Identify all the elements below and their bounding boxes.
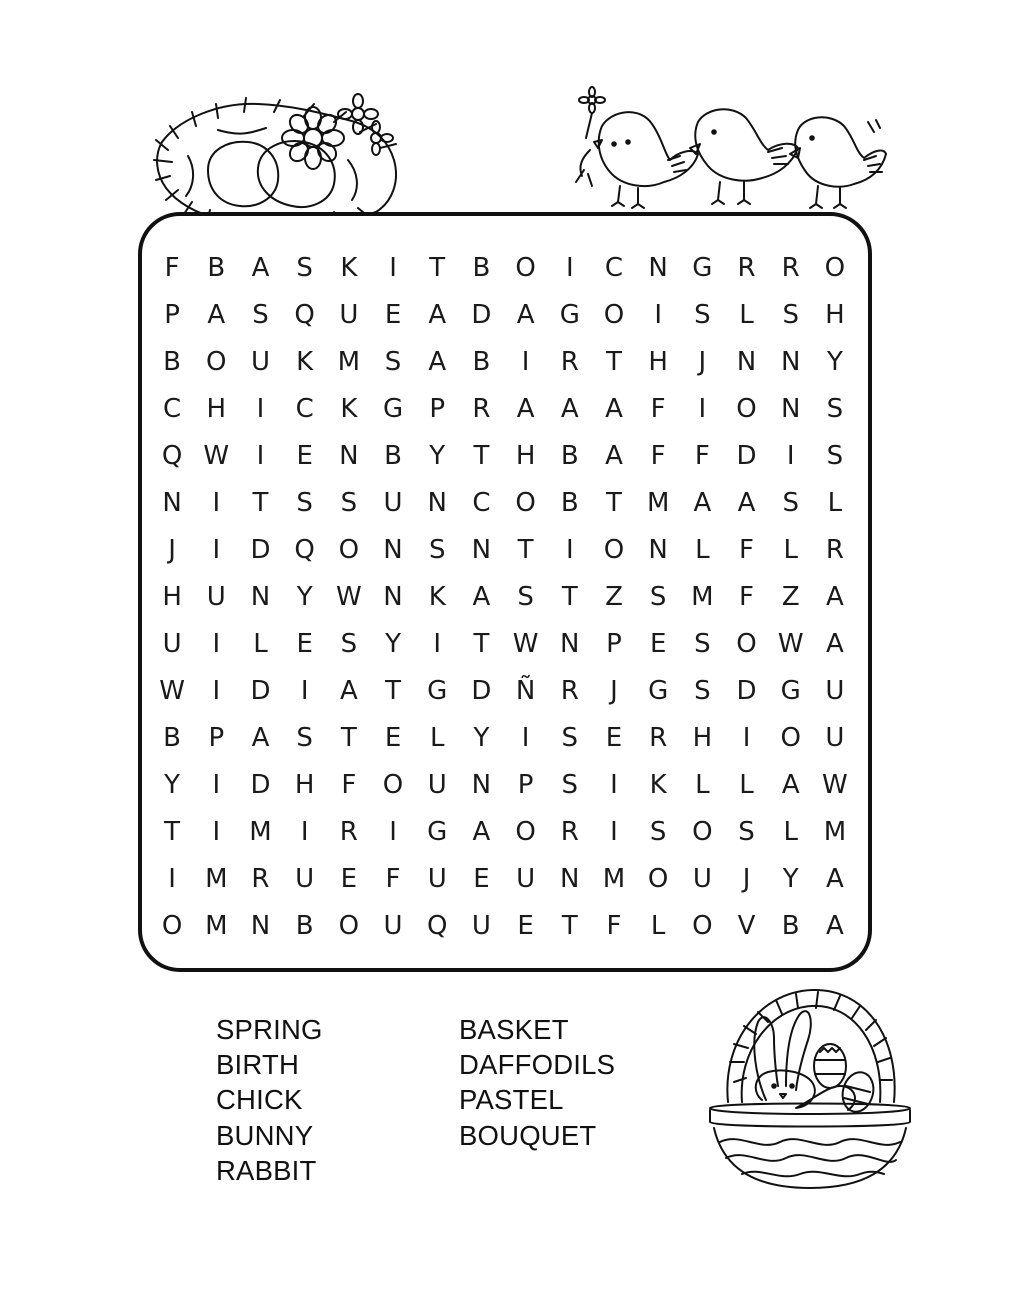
- grid-cell[interactable]: E: [296, 440, 313, 471]
- grid-cell[interactable]: C: [604, 252, 624, 283]
- grid-cell[interactable]: L: [739, 299, 754, 330]
- grid-cell[interactable]: J: [168, 534, 176, 565]
- grid-cell[interactable]: U: [427, 769, 447, 800]
- grid-cell[interactable]: H: [515, 440, 536, 471]
- grid-cell[interactable]: A: [207, 299, 226, 330]
- grid-cell[interactable]: I: [212, 628, 221, 659]
- grid-cell[interactable]: F: [739, 581, 755, 612]
- grid-cell[interactable]: Ñ: [515, 675, 536, 706]
- grid-cell[interactable]: L: [429, 722, 445, 753]
- grid-cell[interactable]: L: [739, 769, 754, 800]
- grid-cell[interactable]: E: [384, 722, 402, 753]
- grid-cell[interactable]: W: [822, 769, 848, 800]
- grid-cell[interactable]: G: [780, 675, 801, 706]
- grid-cell[interactable]: S: [517, 581, 534, 612]
- grid-cell[interactable]: H: [825, 299, 845, 330]
- grid-cell[interactable]: W: [159, 675, 185, 706]
- grid-cell[interactable]: I: [212, 534, 221, 565]
- grid-cell[interactable]: F: [694, 440, 710, 471]
- grid-cell[interactable]: R: [472, 393, 491, 424]
- grid-cell[interactable]: B: [163, 346, 182, 377]
- grid-cell[interactable]: R: [825, 534, 844, 565]
- grid-cell[interactable]: T: [561, 910, 578, 941]
- grid-cell[interactable]: U: [206, 581, 226, 612]
- grid-cell[interactable]: I: [212, 769, 221, 800]
- grid-cell[interactable]: W: [777, 628, 804, 659]
- grid-cell[interactable]: S: [782, 487, 799, 518]
- grid-cell[interactable]: B: [207, 252, 226, 283]
- grid-cell[interactable]: C: [295, 393, 314, 424]
- grid-cell[interactable]: T: [340, 722, 357, 753]
- grid-cell[interactable]: T: [606, 487, 622, 518]
- grid-cell[interactable]: R: [560, 346, 579, 377]
- grid-cell[interactable]: K: [296, 346, 314, 377]
- grid-cell[interactable]: I: [654, 299, 662, 330]
- grid-cell[interactable]: E: [296, 628, 313, 659]
- grid-cell[interactable]: T: [429, 252, 446, 283]
- nest-with-flowers-icon: [148, 90, 410, 230]
- grid-cell[interactable]: L: [783, 816, 798, 847]
- grid-cell[interactable]: O: [824, 252, 846, 283]
- grid-cell[interactable]: O: [692, 910, 713, 941]
- grid-cell[interactable]: W: [203, 440, 230, 471]
- grid-cell[interactable]: N: [736, 346, 757, 377]
- grid-cell[interactable]: S: [826, 440, 844, 471]
- three-chicks-icon: [568, 86, 888, 216]
- grid-cell[interactable]: A: [826, 863, 844, 894]
- grid-cell[interactable]: N: [560, 863, 580, 894]
- grid-cell[interactable]: A: [428, 299, 447, 330]
- grid-cell[interactable]: R: [251, 863, 270, 894]
- grid-cell[interactable]: Y: [826, 346, 843, 377]
- grid-cell[interactable]: S: [252, 299, 269, 330]
- grid-cell[interactable]: S: [296, 722, 313, 753]
- grid-cell[interactable]: S: [826, 393, 844, 424]
- grid-cell[interactable]: M: [691, 581, 714, 612]
- grid-cell[interactable]: B: [295, 910, 314, 941]
- grid-cell[interactable]: A: [826, 910, 844, 941]
- grid-cell[interactable]: N: [383, 534, 403, 565]
- grid-cell[interactable]: U: [339, 299, 359, 330]
- grid-cell[interactable]: S: [694, 628, 711, 659]
- grid-cell[interactable]: G: [427, 816, 448, 847]
- grid-cell[interactable]: J: [742, 863, 751, 894]
- grid-cell[interactable]: M: [205, 863, 228, 894]
- grid-cell[interactable]: Q: [161, 440, 183, 471]
- grid-cell[interactable]: S: [340, 628, 358, 659]
- grid-cell[interactable]: A: [605, 393, 623, 424]
- grid-cell[interactable]: N: [471, 769, 492, 800]
- grid-cell[interactable]: U: [250, 346, 270, 377]
- grid-cell[interactable]: I: [565, 534, 574, 565]
- grid-cell[interactable]: D: [250, 769, 271, 800]
- grid-cell[interactable]: Y: [782, 863, 799, 894]
- grid-cell[interactable]: E: [340, 863, 358, 894]
- grid-cell[interactable]: D: [736, 440, 757, 471]
- grid-cell[interactable]: P: [164, 299, 180, 330]
- grid-cell[interactable]: E: [517, 910, 534, 941]
- word-list-column-2: [459, 1012, 615, 1153]
- grid-cell[interactable]: M: [337, 346, 361, 377]
- grid-cell[interactable]: Q: [294, 534, 315, 565]
- grid-cell[interactable]: F: [164, 252, 180, 283]
- grid-cell[interactable]: U: [825, 675, 845, 706]
- grid-cell[interactable]: S: [296, 487, 313, 518]
- grid-cell[interactable]: N: [648, 534, 668, 565]
- grid-cell[interactable]: I: [300, 816, 309, 847]
- grid-cell[interactable]: N: [560, 628, 580, 659]
- grid-cell[interactable]: I: [389, 252, 397, 283]
- grid-cell[interactable]: O: [692, 816, 713, 847]
- grid-cell[interactable]: G: [559, 299, 580, 330]
- grid-cell[interactable]: U: [825, 722, 845, 753]
- grid-cell[interactable]: O: [515, 816, 536, 847]
- grid-cell[interactable]: J: [610, 675, 618, 706]
- grid-cell[interactable]: E: [473, 863, 490, 894]
- grid-cell[interactable]: C: [163, 393, 182, 424]
- grid-cell[interactable]: N: [339, 440, 359, 471]
- grid-cell[interactable]: I: [521, 722, 530, 753]
- grid-cell[interactable]: D: [471, 299, 492, 330]
- grid-cell[interactable]: R: [560, 816, 579, 847]
- word-chick: CHICK: [216, 1084, 303, 1116]
- grid-cell[interactable]: B: [781, 910, 800, 941]
- grid-cell[interactable]: M: [602, 863, 626, 894]
- grid-cell[interactable]: A: [737, 487, 756, 518]
- grid-cell[interactable]: I: [212, 487, 221, 518]
- grid-cell[interactable]: B: [472, 346, 491, 377]
- grid-cell[interactable]: Y: [164, 769, 181, 800]
- grid-cell[interactable]: R: [781, 252, 800, 283]
- grid-cell[interactable]: B: [163, 722, 182, 753]
- grid-cell[interactable]: S: [738, 816, 755, 847]
- grid-cell[interactable]: D: [736, 675, 757, 706]
- word-daffodils: DAFFODILS: [459, 1049, 616, 1081]
- grid-cell[interactable]: N: [250, 581, 271, 612]
- grid-cell[interactable]: I: [698, 393, 707, 424]
- grid-cell[interactable]: T: [517, 534, 534, 565]
- grid-cell[interactable]: S: [782, 299, 799, 330]
- grid-cell[interactable]: Q: [426, 910, 448, 941]
- grid-cell[interactable]: T: [606, 346, 622, 377]
- grid-cell[interactable]: H: [162, 581, 182, 612]
- grid-cell[interactable]: I: [521, 346, 530, 377]
- grid-cell[interactable]: S: [384, 346, 402, 377]
- grid-cell[interactable]: Z: [781, 581, 800, 612]
- grid-cell[interactable]: K: [649, 769, 667, 800]
- grid-cell[interactable]: K: [340, 393, 358, 424]
- grid-cell[interactable]: F: [650, 393, 666, 424]
- grid-cell[interactable]: T: [561, 581, 578, 612]
- grid-cell[interactable]: R: [737, 252, 756, 283]
- grid-cell[interactable]: P: [429, 393, 446, 424]
- grid-cell[interactable]: O: [206, 346, 227, 377]
- grid-cell[interactable]: Y: [473, 722, 490, 753]
- grid-cell[interactable]: S: [649, 816, 667, 847]
- grid-cell[interactable]: G: [692, 252, 713, 283]
- grid-cell[interactable]: G: [427, 675, 448, 706]
- grid-cell[interactable]: K: [340, 252, 358, 283]
- grid-cell[interactable]: B: [472, 252, 491, 283]
- grid-cell[interactable]: E: [605, 722, 623, 753]
- grid-cell[interactable]: N: [162, 487, 182, 518]
- grid-cell[interactable]: I: [610, 769, 618, 800]
- grid-cell[interactable]: Y: [429, 440, 446, 471]
- grid-cell[interactable]: U: [427, 863, 447, 894]
- grid-cell[interactable]: B: [384, 440, 402, 471]
- grid-cell[interactable]: A: [339, 675, 358, 706]
- grid-cell[interactable]: M: [205, 910, 228, 941]
- grid-cell[interactable]: M: [249, 816, 272, 847]
- grid-cell[interactable]: O: [736, 628, 757, 659]
- grid-cell[interactable]: I: [786, 440, 795, 471]
- word-basket: BASKET: [459, 1014, 569, 1045]
- grid-cell[interactable]: A: [251, 252, 270, 283]
- grid-cell[interactable]: O: [515, 252, 536, 283]
- grid-cell[interactable]: U: [383, 910, 403, 941]
- grid-cell[interactable]: A: [251, 722, 270, 753]
- grid-cell[interactable]: O: [780, 722, 801, 753]
- grid-cell[interactable]: O: [382, 769, 404, 800]
- grid-cell[interactable]: E: [384, 299, 402, 330]
- grid-cell[interactable]: F: [650, 440, 666, 471]
- grid-cell[interactable]: F: [341, 769, 357, 800]
- grid-cell[interactable]: O: [603, 299, 625, 330]
- grid-cell[interactable]: W: [335, 581, 362, 612]
- grid-cell[interactable]: S: [649, 581, 667, 612]
- grid-cell[interactable]: T: [252, 487, 269, 518]
- grid-cell[interactable]: N: [427, 487, 447, 518]
- grid-cell[interactable]: T: [473, 628, 490, 659]
- grid-cell[interactable]: R: [339, 816, 358, 847]
- grid-cell[interactable]: O: [603, 534, 625, 565]
- grid-cell[interactable]: J: [698, 346, 707, 377]
- grid-cell[interactable]: S: [561, 722, 579, 753]
- grid-cell[interactable]: O: [647, 863, 669, 894]
- grid-cell[interactable]: P: [517, 769, 534, 800]
- grid-cell[interactable]: L: [695, 769, 710, 800]
- grid-cell[interactable]: S: [428, 534, 446, 565]
- grid-cell[interactable]: N: [471, 534, 492, 565]
- grid-cell[interactable]: S: [694, 675, 711, 706]
- grid-cell[interactable]: A: [693, 487, 712, 518]
- grid-cell[interactable]: A: [826, 628, 844, 659]
- grid-cell[interactable]: Y: [385, 628, 401, 659]
- grid-cell[interactable]: A: [560, 393, 579, 424]
- grid-cell[interactable]: L: [783, 534, 798, 565]
- grid-cell[interactable]: O: [515, 487, 536, 518]
- grid-cell[interactable]: T: [473, 440, 490, 471]
- grid-cell[interactable]: U: [383, 487, 403, 518]
- grid-cell[interactable]: M: [646, 487, 670, 518]
- grid-cell[interactable]: I: [168, 863, 176, 894]
- grid-cell[interactable]: H: [294, 769, 315, 800]
- grid-cell[interactable]: V: [737, 910, 756, 941]
- bunny-in-basket-icon: [700, 982, 920, 1197]
- grid-cell[interactable]: U: [162, 628, 182, 659]
- grid-cell[interactable]: T: [164, 816, 181, 847]
- grid-cell[interactable]: S: [340, 487, 358, 518]
- grid-cell[interactable]: H: [692, 722, 713, 753]
- grid-cell[interactable]: I: [300, 675, 309, 706]
- grid-cell[interactable]: A: [516, 299, 535, 330]
- word-bunny: BUNNY: [216, 1119, 314, 1151]
- grid-cell[interactable]: F: [606, 910, 622, 941]
- letter-grid: [150, 244, 857, 949]
- grid-cell[interactable]: P: [208, 722, 225, 753]
- grid-cell[interactable]: N: [780, 393, 801, 424]
- grid-cell[interactable]: R: [649, 722, 668, 753]
- grid-cell[interactable]: M: [823, 816, 847, 847]
- grid-cell[interactable]: Q: [294, 299, 315, 330]
- grid-cell[interactable]: S: [694, 299, 711, 330]
- grid-cell[interactable]: A: [826, 581, 844, 612]
- grid-cell[interactable]: L: [650, 910, 666, 941]
- grid-cell[interactable]: A: [472, 816, 491, 847]
- grid-cell[interactable]: D: [250, 534, 271, 565]
- grid-cell[interactable]: A: [781, 769, 800, 800]
- grid-cell[interactable]: N: [250, 910, 271, 941]
- grid-cell[interactable]: C: [472, 487, 491, 518]
- grid-cell[interactable]: G: [382, 393, 404, 424]
- grid-cell[interactable]: O: [736, 393, 757, 424]
- grid-cell[interactable]: I: [212, 675, 221, 706]
- grid-cell[interactable]: U: [516, 863, 536, 894]
- grid-cell[interactable]: W: [512, 628, 539, 659]
- grid-cell[interactable]: O: [338, 910, 360, 941]
- grid-cell[interactable]: H: [206, 393, 227, 424]
- grid-cell[interactable]: I: [256, 440, 265, 471]
- grid-cell[interactable]: H: [648, 346, 668, 377]
- grid-cell[interactable]: N: [780, 346, 801, 377]
- grid-cell[interactable]: S: [296, 252, 313, 283]
- grid-cell[interactable]: B: [560, 487, 579, 518]
- grid-cell[interactable]: B: [560, 440, 579, 471]
- grid-cell[interactable]: D: [250, 675, 271, 706]
- grid-cell[interactable]: L: [695, 534, 710, 565]
- grid-cell[interactable]: Y: [296, 581, 313, 612]
- grid-cell[interactable]: G: [648, 675, 669, 706]
- word-bouquet: BOUQUET: [459, 1119, 597, 1151]
- grid-cell[interactable]: I: [433, 628, 442, 659]
- grid-cell[interactable]: Z: [605, 581, 623, 612]
- grid-cell[interactable]: U: [471, 910, 491, 941]
- grid-cell[interactable]: I: [389, 816, 397, 847]
- word-rabbit: RABBIT: [216, 1154, 317, 1186]
- word-pastel: PASTEL: [459, 1084, 564, 1116]
- grid-cell[interactable]: F: [385, 863, 401, 894]
- word-list-column-1: [216, 1012, 323, 1188]
- grid-cell[interactable]: R: [560, 675, 579, 706]
- grid-cell[interactable]: A: [516, 393, 535, 424]
- grid-cell[interactable]: D: [471, 675, 492, 706]
- grid-cell[interactable]: L: [253, 628, 268, 659]
- grid-cell[interactable]: N: [383, 581, 403, 612]
- grid-cell[interactable]: U: [692, 863, 712, 894]
- word-spring: SPRING: [216, 1014, 323, 1045]
- grid-cell[interactable]: N: [648, 252, 668, 283]
- grid-cell[interactable]: O: [338, 534, 360, 565]
- grid-cell[interactable]: L: [827, 487, 843, 518]
- grid-cell[interactable]: U: [295, 863, 315, 894]
- grid-cell[interactable]: K: [428, 581, 446, 612]
- grid-cell[interactable]: A: [428, 346, 447, 377]
- grid-cell[interactable]: F: [739, 534, 755, 565]
- grid-cell[interactable]: A: [472, 581, 491, 612]
- grid-cell[interactable]: A: [605, 440, 623, 471]
- grid-cell[interactable]: I: [212, 816, 221, 847]
- grid-cell[interactable]: P: [606, 628, 622, 659]
- word-birth: BIRTH: [216, 1049, 300, 1081]
- grid-cell[interactable]: T: [385, 675, 401, 706]
- grid-cell[interactable]: I: [256, 393, 265, 424]
- grid-cell[interactable]: O: [161, 910, 183, 941]
- grid-cell[interactable]: I: [742, 722, 751, 753]
- grid-cell[interactable]: I: [565, 252, 574, 283]
- grid-cell[interactable]: S: [561, 769, 579, 800]
- grid-cell[interactable]: E: [649, 628, 667, 659]
- grid-cell[interactable]: I: [610, 816, 618, 847]
